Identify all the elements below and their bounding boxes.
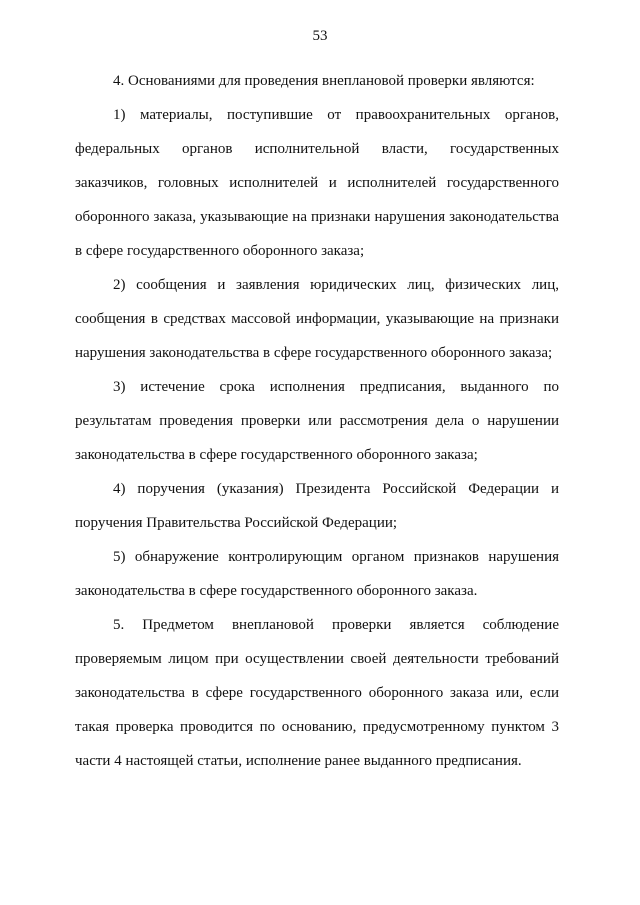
- paragraph-unscheduled-inspection-grounds: 4. Основаниями для проведения внеплановой проверки являются:: [113, 73, 535, 89]
- paragraph-inspection-subject: 5. Предметом внеплановой проверки является соблюдение проверяемым лицом при осуществлении своей деятельности требований законодательства в сфере государственного оборонного заказа или, если такая проверка проводится по основанию, предусмотренному пунктом 3 части 4 настоящей статьи, исполнение ранее выданного предписания.: [75, 617, 559, 769]
- paragraph-item-5-detected-violations: 5) обнаружение контролирующим органом признаков нарушения законодательства в сфере государственного оборонного заказа.: [75, 549, 559, 599]
- paragraph-item-2-reports: 2) сообщения и заявления юридических лиц, физических лиц, сообщения в средствах массовой информации, указывающие на признаки нарушения законодательства в сфере государственного оборонного заказа;: [75, 277, 559, 361]
- document-body: [75, 64, 559, 778]
- paragraph-item-1-materials: 1) материалы, поступившие от правоохранительных органов, федеральных органов исполнительной власти, государственных заказчиков, головных исполнителей и исполнителей государственного оборонного заказа, указывающие на признаки нарушения законодательства в сфере государственного оборонного заказа;: [75, 107, 559, 259]
- paragraph-item-3-order-expiry: 3) истечение срока исполнения предписания, выданного по результатам проведения проверки или рассмотрения дела о нарушении законодательства в сфере государственного оборонного заказа;: [75, 379, 559, 463]
- page-number: 53: [312, 28, 328, 44]
- paragraph-item-4-instructions: 4) поручения (указания) Президента Российской Федерации и поручения Правительства Российской Федерации;: [75, 481, 559, 531]
